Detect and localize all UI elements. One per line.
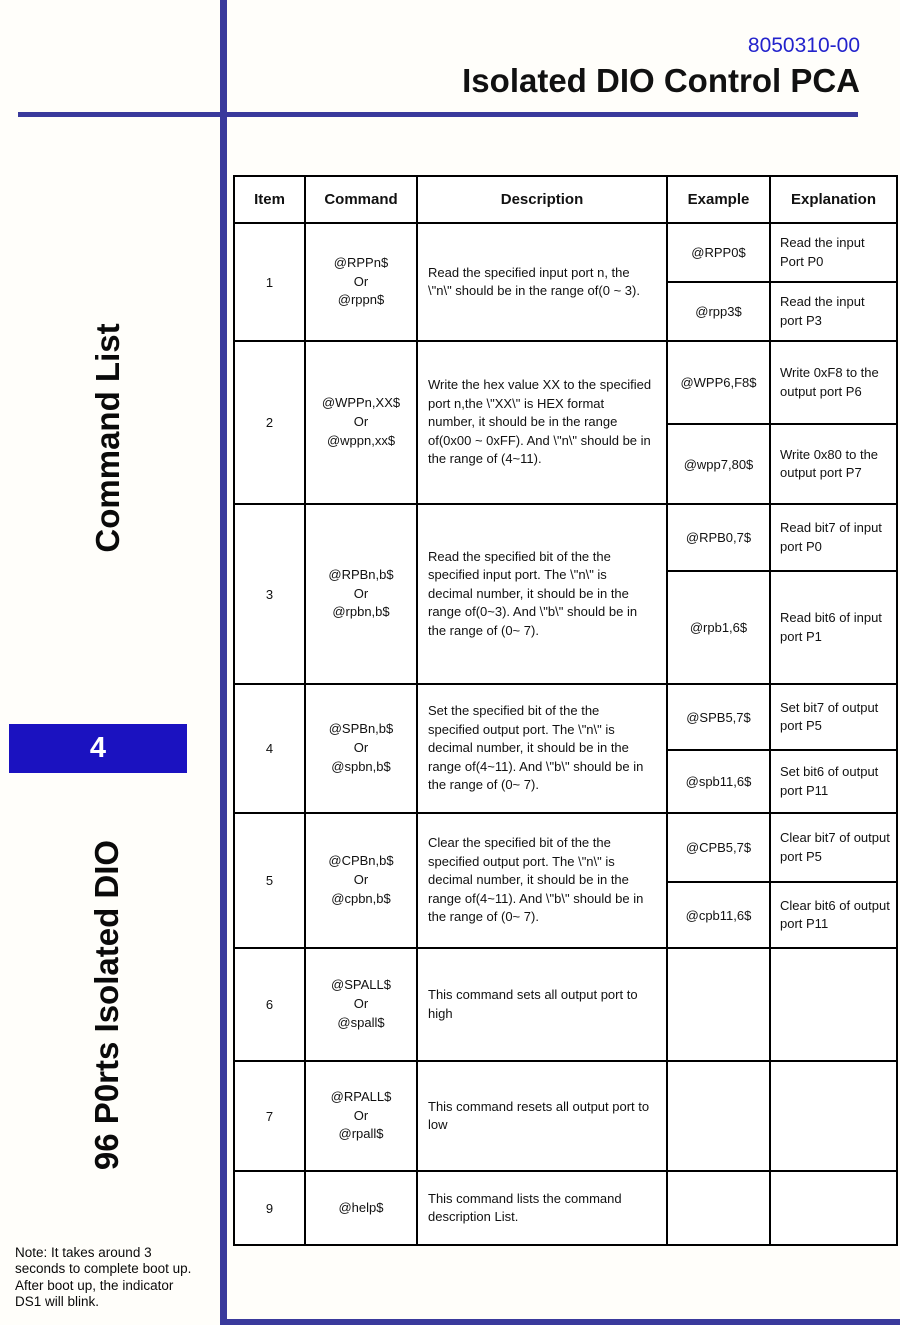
explanation-cell-empty [770, 1061, 897, 1171]
command-line: @RPALL$ [330, 1088, 392, 1104]
command-line: @spbn,b$ [331, 758, 391, 774]
boot-note: Note: It takes around 3 seconds to complete boot up. After boot up, the indicator DS1 will blink. [15, 1245, 192, 1310]
command-cell [305, 504, 417, 684]
command-line: @spall$ [337, 1014, 385, 1030]
command-cell [305, 948, 417, 1061]
table-row [234, 504, 897, 571]
command-line: Or [353, 585, 369, 601]
description-cell: Set the specified bit of the the specified output port. The \"n\" is decimal number, it should be in the range of(4~11). And \"b\" should be in the range of (0~ 7). [417, 684, 667, 813]
doc-number: 8050310-00 [747, 34, 860, 57]
sidebar-section-title: Command List [89, 323, 126, 553]
command-cell [305, 813, 417, 948]
table-row [234, 684, 897, 750]
description-cell: This command sets all output port to high [417, 948, 667, 1061]
item-cell: 2 [234, 341, 305, 504]
command-cell [305, 684, 417, 813]
item-cell: 1 [234, 223, 305, 341]
item-cell: 6 [234, 948, 305, 1061]
explanation-cell-empty [770, 948, 897, 1061]
example-cell: @rpp3$ [667, 282, 770, 341]
command-line: @SPBn,b$ [328, 721, 394, 737]
table-row [234, 1171, 897, 1245]
explanation-cell: Write 0x80 to the output port P7 [770, 424, 897, 504]
example-cell: @SPB5,7$ [667, 684, 770, 750]
command-table [233, 175, 898, 1246]
command-line: @rpbn,b$ [332, 604, 390, 620]
command-line: Or [353, 872, 369, 888]
explanation-cell: Read the input Port P0 [770, 223, 897, 282]
item-cell: 4 [234, 684, 305, 813]
example-cell: @RPB0,7$ [667, 504, 770, 571]
command-line: @CPBn,b$ [328, 853, 394, 869]
table-row [234, 341, 897, 424]
command-line: @RPPn$ [333, 254, 389, 270]
explanation-cell: Read bit7 of input port P0 [770, 504, 897, 571]
command-line: @rppn$ [337, 292, 385, 308]
description-cell: Clear the specified bit of the the specified output port. The \"n\" is decimal number, it should be in the range of(4~11). And \"b\" should be in the range of (0~ 7). [417, 813, 667, 948]
explanation-cell: Clear bit6 of output port P11 [770, 882, 897, 948]
item-cell: 7 [234, 1061, 305, 1171]
command-line: @RPBn,b$ [328, 566, 394, 582]
example-cell: @wpp7,80$ [667, 424, 770, 504]
command-cell [305, 223, 417, 341]
table-row [234, 948, 897, 1061]
command-line: Or [353, 1107, 369, 1123]
chapter-number-box [9, 724, 187, 773]
command-cell [305, 341, 417, 504]
table-row [234, 1061, 897, 1171]
chapter-number: 4 [89, 732, 107, 764]
command-line: @rpall$ [338, 1126, 384, 1142]
explanation-cell: Read bit6 of input port P1 [770, 571, 897, 684]
item-cell: 3 [234, 504, 305, 684]
description-cell: This command lists the command description List. [417, 1171, 667, 1245]
sidebar-product-title: 96 P0rts Isolated DIO [88, 839, 125, 1171]
example-cell: @spb11,6$ [667, 750, 770, 813]
command-line: @cpbn,b$ [331, 890, 391, 906]
description-cell: Read the specified input port n, the \"n\" should be in the range of(0 ~ 3). [417, 223, 667, 341]
column-header-explanation: Explanation [770, 176, 897, 223]
explanation-cell: Set bit7 of output port P5 [770, 684, 897, 750]
command-line: Or [353, 996, 369, 1012]
example-cell-empty [667, 948, 770, 1061]
command-line: Or [353, 740, 369, 756]
table-row [234, 223, 897, 282]
description-cell: Write the hex value XX to the specified port n,the \"XX\" is HEX format number, it should be in the range of(0x00 ~ 0xFF). And \"n\" should be in the range of (4~11). [417, 341, 667, 504]
header-rule-line [18, 112, 858, 117]
explanation-cell: Write 0xF8 to the output port P6 [770, 341, 897, 424]
vertical-divider-line [220, 0, 227, 1320]
example-cell: @RPP0$ [667, 223, 770, 282]
column-header-command: Command [305, 176, 417, 223]
command-cell [305, 1171, 417, 1245]
example-cell: @CPB5,7$ [667, 813, 770, 882]
example-cell-empty [667, 1171, 770, 1245]
column-header-example: Example [667, 176, 770, 223]
example-cell: @WPP6,F8$ [667, 341, 770, 424]
description-cell: This command resets all output port to low [417, 1061, 667, 1171]
command-line: Or [353, 273, 369, 289]
table-header-row [234, 176, 897, 223]
command-line: @wppn,xx$ [326, 432, 396, 448]
example-cell-empty [667, 1061, 770, 1171]
explanation-cell: Clear bit7 of output port P5 [770, 813, 897, 882]
explanation-cell-empty [770, 1171, 897, 1245]
column-header-description: Description [417, 176, 667, 223]
example-cell: @cpb11,6$ [667, 882, 770, 948]
footer-rule-line [220, 1319, 900, 1325]
column-header-item: Item [234, 176, 305, 223]
page-title: Isolated DIO Control PCA [462, 62, 860, 99]
example-cell: @rpb1,6$ [667, 571, 770, 684]
command-line: @help$ [338, 1199, 384, 1215]
table-row [234, 813, 897, 882]
description-cell: Read the specified bit of the the specified input port. The \"n\" is decimal number, it should be in the range of(0~3). And \"b\" should be in the range of (0~ 7). [417, 504, 667, 684]
command-cell [305, 1061, 417, 1171]
item-cell: 5 [234, 813, 305, 948]
explanation-cell: Read the input port P3 [770, 282, 897, 341]
command-line: @SPALL$ [331, 977, 391, 993]
explanation-cell: Set bit6 of output port P11 [770, 750, 897, 813]
command-line: Or [353, 414, 369, 430]
command-line: @WPPn,XX$ [321, 395, 401, 411]
item-cell: 9 [234, 1171, 305, 1245]
